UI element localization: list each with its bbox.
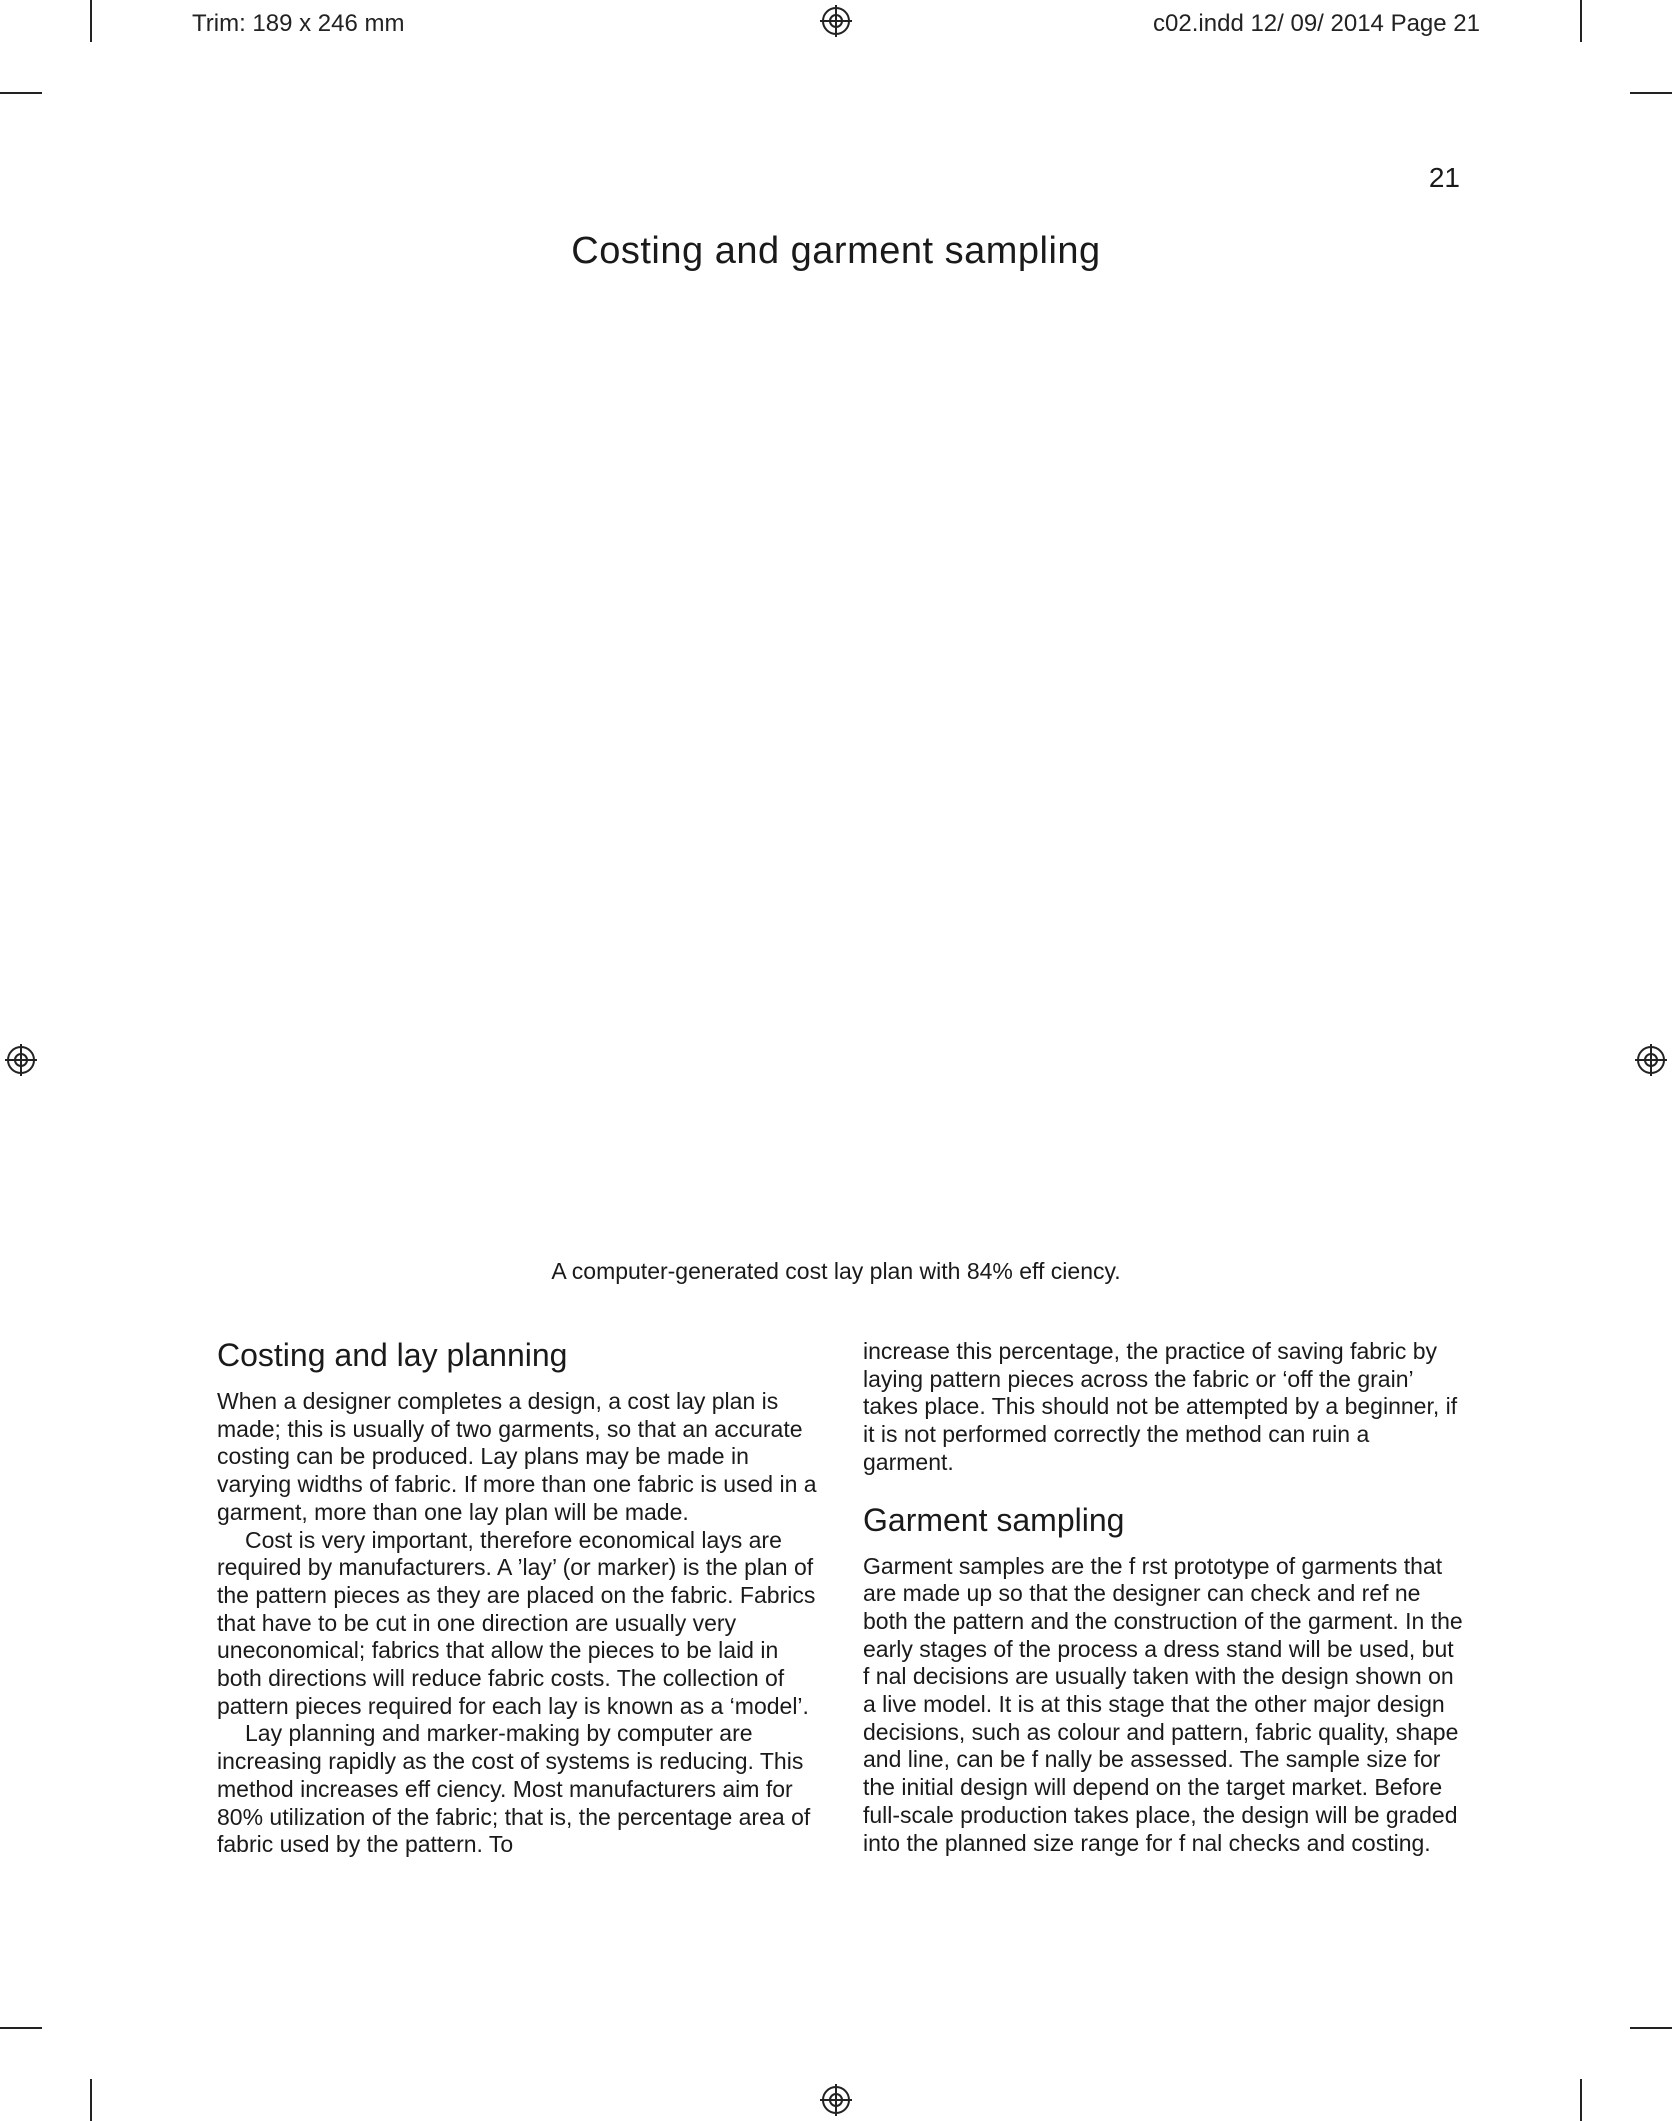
registration-mark-top-icon bbox=[822, 7, 850, 35]
left-column bbox=[217, 1336, 817, 1859]
crop-mark-top-left-horizontal bbox=[0, 92, 42, 94]
figure-caption: A computer-generated cost lay plan with 84% eff ciency. bbox=[551, 1258, 1121, 1284]
registration-mark-left-icon bbox=[7, 1046, 35, 1074]
slug-trim-size: Trim: 189 x 246 mm bbox=[192, 10, 405, 37]
registration-mark-right-icon bbox=[1637, 1046, 1665, 1074]
crop-mark-bottom-right-horizontal bbox=[1630, 2027, 1672, 2029]
body-paragraph: When a designer completes a design, a cost lay plan is made; this is usually of two garments, so that an accurate costing can be produced. Lay plans may be made in varying widths of fabric. If more than one fabric is used in a garment, more than one lay plan will be made. bbox=[217, 1388, 817, 1525]
crop-mark-bottom-right-vertical bbox=[1580, 2079, 1582, 2121]
section-heading-costing: Costing and lay planning bbox=[217, 1337, 568, 1373]
slug-file-info: c02.indd 12/ 09/ 2014 Page 21 bbox=[1153, 10, 1480, 37]
chapter-title: Costing and garment sampling bbox=[571, 230, 1101, 272]
body-paragraph: Garment samples are the f rst prototype of garments that are made up so that the designer can check and ref ne both the pattern and the construction of the garment. In the early stages of the process a dress stand will be used, but f nal decisions are usually taken with the design shown on a live model. It is at this stage that the other major design decisions, such as colour and pattern, fabric quality, shape and line, can be f nally be assessed. The sample size for the initial design will depend on the target market. Before full-scale production takes place, the design will be graded into the planned size range for f nal checks and costing. bbox=[863, 1552, 1463, 1856]
body-paragraph: Lay planning and marker-making by computer are increasing rapidly as the cost of systems is reducing. This method increases eff ciency. Most manufacturers aim for 80% utilization of the fabric; that is, the percentage area of fabric used by the pattern. To bbox=[217, 1720, 811, 1858]
section-heading-sampling: Garment sampling bbox=[863, 1501, 1125, 1538]
crop-mark-top-right-vertical bbox=[1580, 0, 1582, 42]
figure-placeholder bbox=[217, 320, 1455, 1240]
page-number: 21 bbox=[1428, 162, 1460, 193]
body-paragraph: Cost is very important, therefore economical lays are required by manufacturers. A ’lay’ (or marker) is the plan of the pattern pieces as they are placed on the fabric. Fabrics that have to be cut in one direction are usually very uneconomical; fabrics that allow the pieces to be laid in both directions will reduce fabric costs. The collection of pattern pieces required for each lay is known as a ‘model’. bbox=[217, 1526, 816, 1719]
right-column bbox=[863, 1338, 1463, 1857]
crop-mark-bottom-left-vertical bbox=[90, 2079, 92, 2121]
crop-mark-bottom-left-horizontal bbox=[0, 2027, 42, 2029]
registration-mark-bottom-icon bbox=[822, 2086, 850, 2114]
body-paragraph-continued: increase this percentage, the practice of saving fabric by laying pattern pieces across the fabric or ‘off the grain’ takes place. This should not be attempted by a beginner, if it is not performed correctly the method can ruin a garment. bbox=[863, 1338, 1458, 1475]
crop-mark-top-right-horizontal bbox=[1630, 92, 1672, 94]
crop-mark-top-left-vertical bbox=[90, 0, 92, 42]
